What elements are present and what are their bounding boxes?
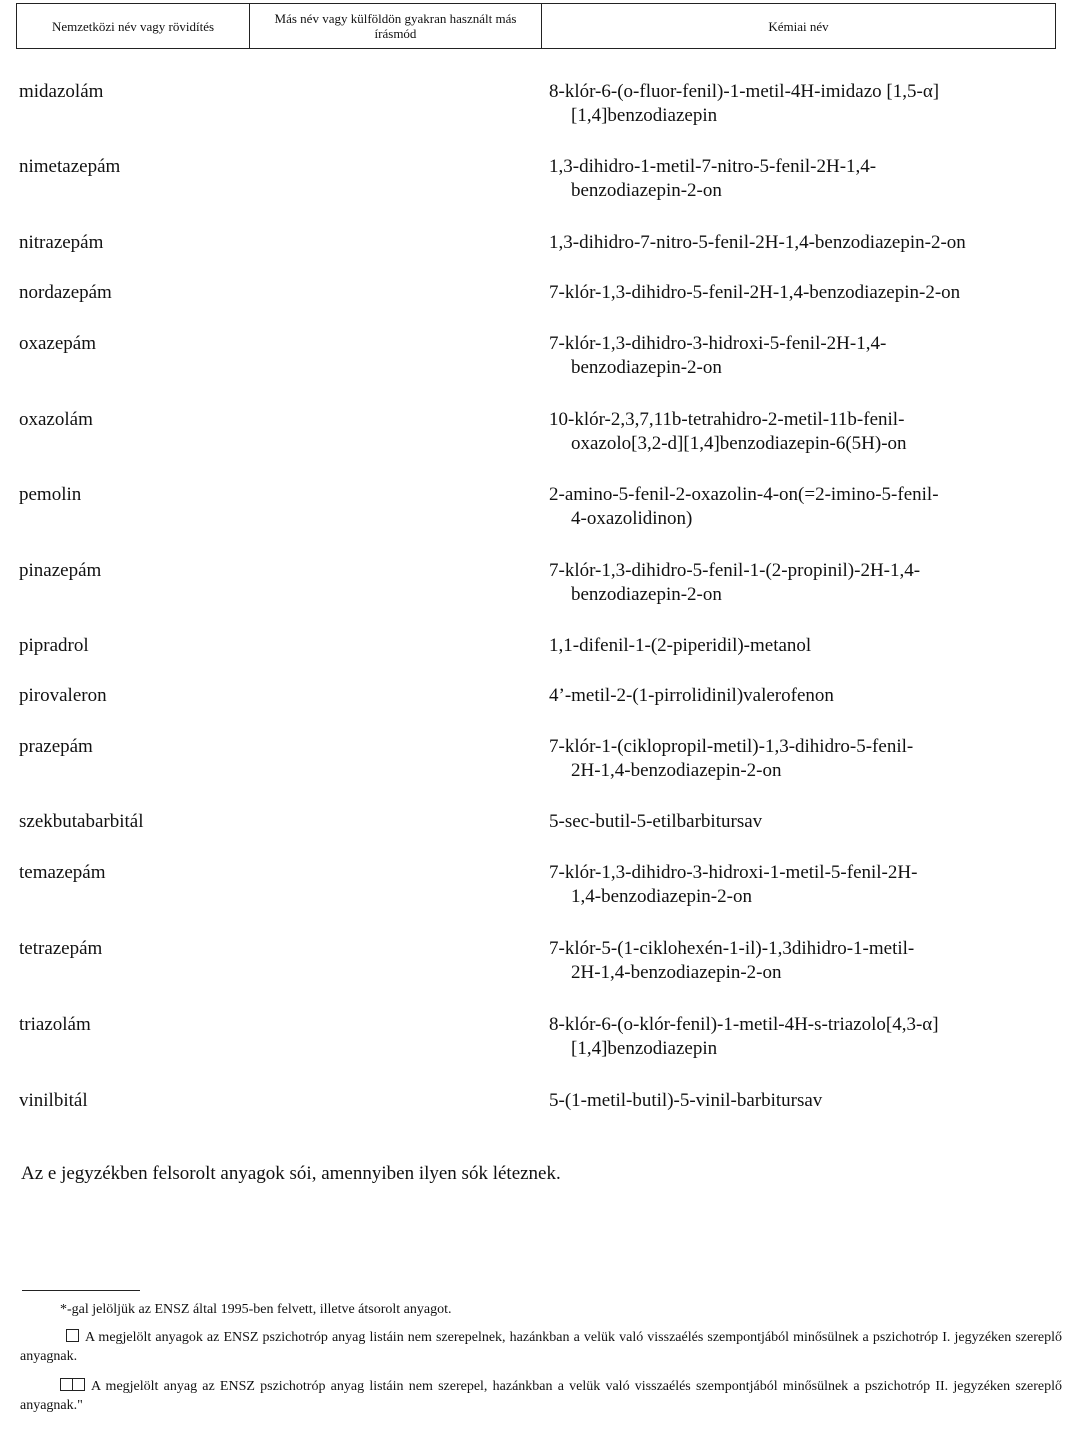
international-name: prazepám	[19, 736, 93, 757]
international-name: triazolám	[19, 1014, 91, 1035]
chemical-name-line-1: 7-klór-5-(1-ciklohexén-1-il)-1,3dihidro-1-metil-	[549, 938, 915, 959]
salts-note: Az e jegyzékben felsorolt anyagok sói, amennyiben ilyen sók léteznek.	[21, 1163, 561, 1184]
chemical-name-line-1: 5-(1-metil-butil)-5-vinil-barbitursav	[549, 1090, 823, 1111]
footnote-single-box	[20, 1328, 1062, 1366]
chemical-name	[549, 281, 1049, 305]
chemical-name	[549, 231, 1049, 255]
chemical-name	[549, 810, 1049, 834]
international-name: nitrazepám	[19, 232, 104, 253]
header-other-name: Más név vagy külföldön gyakran használt más írásmód	[250, 4, 542, 48]
international-name: temazepám	[19, 862, 106, 883]
chemical-name-line-2: benzodiazepin-2-on	[571, 180, 722, 201]
chemical-name-line-1: 10-klór-2,3,7,11b-tetrahidro-2-metil-11b-fenil-	[549, 409, 905, 430]
international-name: nordazepám	[19, 282, 112, 303]
chemical-name-line-2: 2H-1,4-benzodiazepin-2-on	[571, 962, 782, 983]
chemical-name-line-2: oxazolo[3,2-d][1,4]benzodiazepin-6(5H)-on	[571, 433, 907, 454]
chemical-name-line-1: 1,1-difenil-1-(2-piperidil)-metanol	[549, 635, 812, 656]
international-name: midazolám	[19, 81, 104, 102]
international-name: pemolin	[19, 484, 82, 505]
header-chemical-name: Kémiai név	[768, 18, 829, 34]
square-icon	[66, 1329, 79, 1342]
chemical-name	[549, 684, 1049, 708]
international-name: szekbutabarbitál	[19, 811, 144, 832]
chemical-name-line-2: benzodiazepin-2-on	[571, 357, 722, 378]
footnote-single-box-text: A megjelölt anyagok az ENSZ pszichotróp anyag listáin nem szerepelnek, hazánkban a velük való visszaélés szempontjából minősülnek a pszichotróp I. jegyzéken szereplő anyagnak.	[20, 1330, 1062, 1364]
international-name: pirovaleron	[19, 685, 107, 706]
footnote-rule	[22, 1290, 140, 1291]
chemical-name-line-1: 7-klór-1-(ciklopropil-metil)-1,3-dihidro-5-fenil-	[549, 736, 914, 757]
chemical-name-line-1: 8-klór-6-(o-klór-fenil)-1-metil-4H-s-triazolo[4,3-α]	[549, 1014, 939, 1035]
chemical-name	[549, 1089, 1049, 1113]
chemical-name-line-2: 1,4-benzodiazepin-2-on	[571, 886, 752, 907]
chemical-name-line-1: 4’-metil-2-(1-pirrolidinil)valerofenon	[549, 685, 834, 706]
chemical-name-line-2: 4-oxazolidinon)	[571, 508, 693, 529]
chemical-name	[549, 483, 1049, 531]
chemical-name	[549, 80, 1049, 128]
table-header	[16, 3, 1056, 49]
chemical-name	[549, 155, 1049, 203]
chemical-name-line-1: 8-klór-6-(o-fluor-fenil)-1-metil-4H-imidazo [1,5-α]	[549, 81, 940, 102]
chemical-name-line-1: 2-amino-5-fenil-2-oxazolin-4-on(=2-imino-5-fenil-	[549, 484, 939, 505]
chemical-name-line-2: benzodiazepin-2-on	[571, 584, 722, 605]
footnote-double-box-text: A megjelölt anyag az ENSZ pszichotróp anyag listáin nem szerepel, hazánkban a velük való visszaélés szempontjából minősülnek a pszichotróp II. jegyzéken szereplő anyagnak."	[20, 1379, 1062, 1413]
chemical-name	[549, 735, 1049, 783]
chemical-name	[549, 332, 1049, 380]
chemical-name	[549, 1013, 1049, 1061]
chemical-name	[549, 559, 1049, 607]
chemical-name-line-1: 7-klór-1,3-dihidro-3-hidroxi-5-fenil-2H-1,4-	[549, 333, 887, 354]
international-name: pipradrol	[19, 635, 89, 656]
chemical-name-line-1: 7-klór-1,3-dihidro-5-fenil-1-(2-propinil)-2H-1,4-	[549, 560, 921, 581]
chemical-name-line-1: 7-klór-1,3-dihidro-5-fenil-2H-1,4-benzodiazepin-2-on	[549, 282, 961, 303]
chemical-name	[549, 937, 1049, 985]
chemical-name	[549, 861, 1049, 909]
international-name: nimetazepám	[19, 156, 121, 177]
chemical-name-line-2: [1,4]benzodiazepin	[571, 1038, 718, 1059]
chemical-name	[549, 408, 1049, 456]
header-international-name: Nemzetközi név vagy rövidítés	[17, 4, 250, 48]
chemical-name-line-1: 5-sec-butil-5-etilbarbitursav	[549, 811, 763, 832]
footnote-star: *-gal jelöljük az ENSZ által 1995-ben felvett, illetve átsorolt anyagot.	[60, 1302, 452, 1317]
square-icon	[72, 1378, 85, 1391]
chemical-name-line-2: 2H-1,4-benzodiazepin-2-on	[571, 760, 782, 781]
chemical-name-line-1: 1,3-dihidro-1-metil-7-nitro-5-fenil-2H-1,4-	[549, 156, 877, 177]
chemical-name-line-1: 7-klór-1,3-dihidro-3-hidroxi-1-metil-5-fenil-2H-	[549, 862, 918, 883]
footnote-double-box	[20, 1377, 1062, 1415]
international-name: oxazepám	[19, 333, 97, 354]
chemical-name	[549, 634, 1049, 658]
international-name: oxazolám	[19, 409, 93, 430]
international-name: pinazepám	[19, 560, 102, 581]
chemical-name-line-1: 1,3-dihidro-7-nitro-5-fenil-2H-1,4-benzodiazepin-2-on	[549, 232, 966, 253]
international-name: vinilbitál	[19, 1090, 88, 1111]
chemical-name-line-2: [1,4]benzodiazepin	[571, 105, 718, 126]
international-name: tetrazepám	[19, 938, 103, 959]
